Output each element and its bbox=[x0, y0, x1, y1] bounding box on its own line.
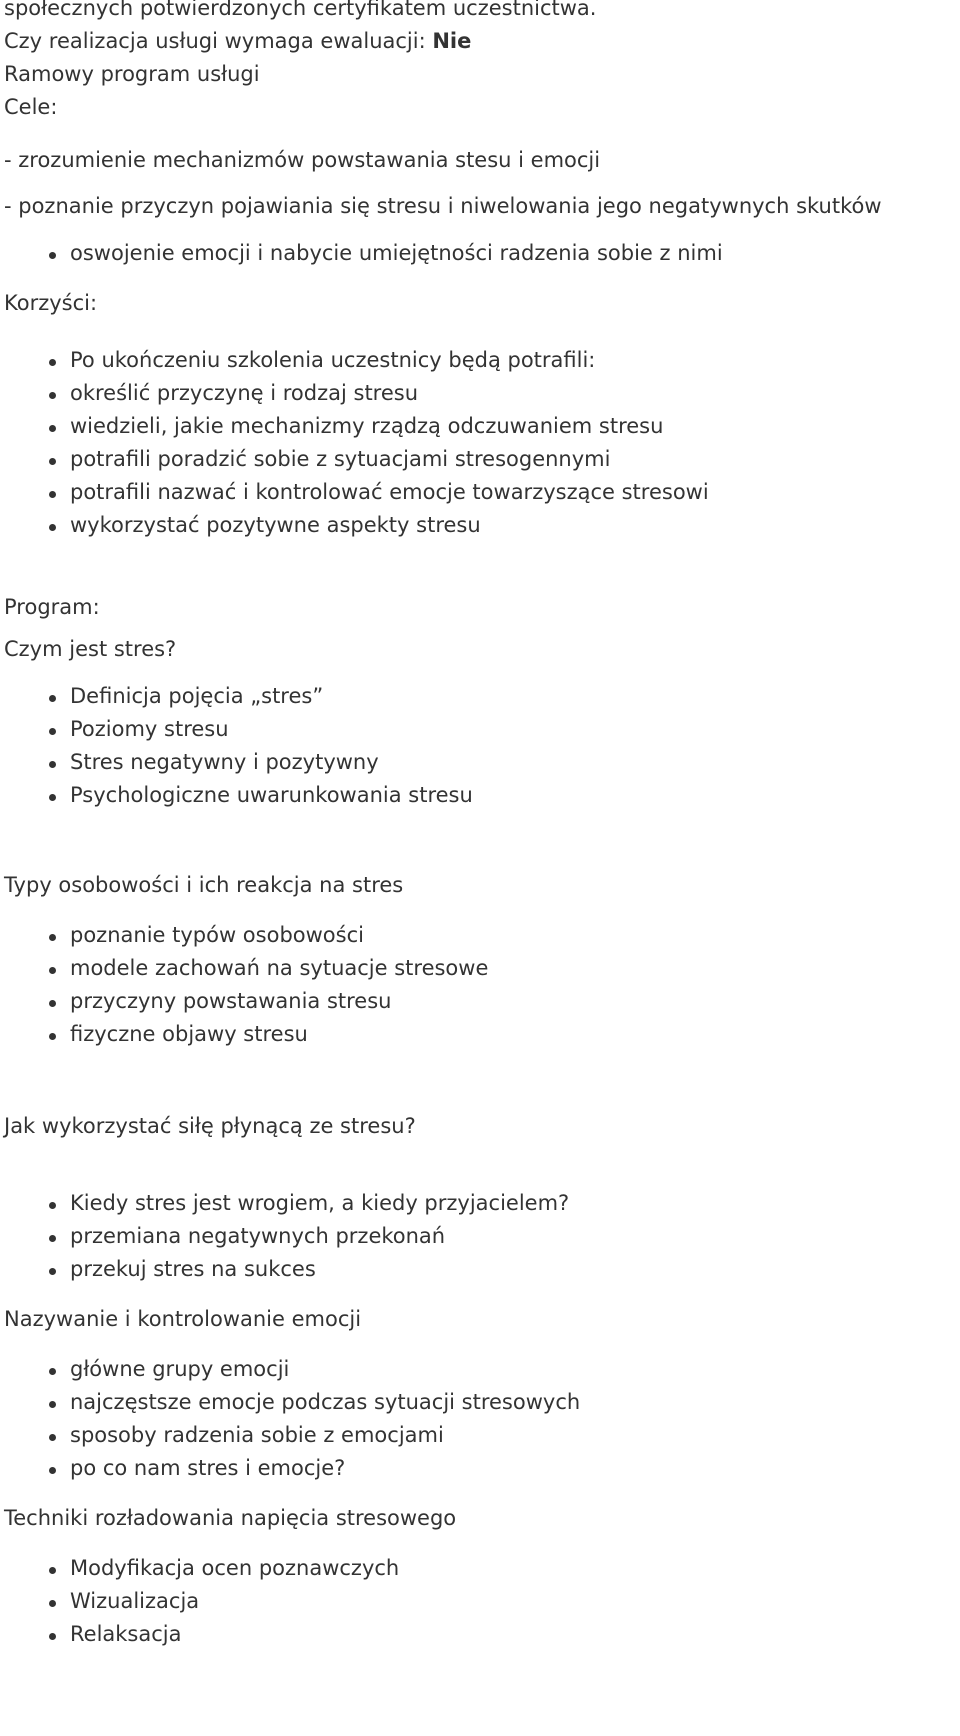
list-item: oswojenie emocji i nabycie umiejętności radzenia sobie z nimi bbox=[70, 237, 956, 270]
goals-heading: Cele: bbox=[4, 95, 58, 119]
list-item: najczęstsze emocje podczas sytuacji stresowych bbox=[70, 1386, 956, 1419]
list-item: potrafili nazwać i kontrolować emocje towarzyszące stresowi bbox=[70, 476, 956, 509]
evaluation-value: Nie bbox=[432, 29, 472, 53]
section-title: Jak wykorzystać siłę płynącą ze stresu? bbox=[4, 1114, 416, 1138]
list-item: Stres negatywny i pozytywny bbox=[70, 746, 956, 779]
intro-line: społecznych potwierdzonych certyfikatem uczestnictwa. bbox=[4, 0, 597, 20]
list-item: Kiedy stres jest wrogiem, a kiedy przyjacielem? bbox=[70, 1187, 956, 1220]
list-item: potrafili poradzić sobie z sytuacjami stresogennymi bbox=[70, 443, 956, 476]
section-list bbox=[4, 919, 956, 1051]
list-item: przemiana negatywnych przekonań bbox=[70, 1220, 956, 1253]
section-title: Typy osobowości i ich reakcja na stres bbox=[4, 873, 404, 897]
list-item: główne grupy emocji bbox=[70, 1353, 956, 1386]
list-item: poznanie typów osobowości bbox=[70, 919, 956, 952]
goals-list bbox=[4, 237, 956, 270]
list-item: sposoby radzenia sobie z emocjami bbox=[70, 1419, 956, 1452]
list-item: Po ukończeniu szkolenia uczestnicy będą potrafili: bbox=[70, 344, 956, 377]
section-list bbox=[4, 1353, 956, 1485]
section-list bbox=[4, 1552, 956, 1651]
evaluation-line bbox=[4, 25, 956, 58]
evaluation-label: Czy realizacja usługi wymaga ewaluacji: bbox=[4, 29, 433, 53]
program-frame-heading: Ramowy program usługi bbox=[4, 62, 260, 86]
section-title: Techniki rozładowania napięcia stresowego bbox=[4, 1506, 457, 1530]
section-title: Nazywanie i kontrolowanie emocji bbox=[4, 1307, 362, 1331]
goal-line: - zrozumienie mechanizmów powstawania stesu i emocji bbox=[4, 148, 601, 172]
list-item: Psychologiczne uwarunkowania stresu bbox=[70, 779, 956, 812]
section-title: Czym jest stres? bbox=[4, 637, 177, 661]
list-item: po co nam stres i emocje? bbox=[70, 1452, 956, 1485]
section-list bbox=[4, 1187, 956, 1286]
goal-line: - poznanie przyczyn pojawiania się stresu i niwelowania jego negatywnych skutków bbox=[4, 194, 882, 218]
list-item: przekuj stres na sukces bbox=[70, 1253, 956, 1286]
list-item: Definicja pojęcia „stres” bbox=[70, 680, 956, 713]
list-item: Modyfikacja ocen poznawczych bbox=[70, 1552, 956, 1585]
document-page bbox=[4, 0, 956, 1651]
program-heading: Program: bbox=[4, 595, 100, 619]
list-item: przyczyny powstawania stresu bbox=[70, 985, 956, 1018]
list-item: Relaksacja bbox=[70, 1618, 956, 1651]
list-item: Poziomy stresu bbox=[70, 713, 956, 746]
benefits-heading: Korzyści: bbox=[4, 291, 98, 315]
list-item: fizyczne objawy stresu bbox=[70, 1018, 956, 1051]
section-list bbox=[4, 680, 956, 812]
list-item: wykorzystać pozytywne aspekty stresu bbox=[70, 509, 956, 542]
list-item: określić przyczynę i rodzaj stresu bbox=[70, 377, 956, 410]
benefits-list bbox=[4, 344, 956, 542]
list-item: modele zachowań na sytuacje stresowe bbox=[70, 952, 956, 985]
list-item: wiedzieli, jakie mechanizmy rządzą odczuwaniem stresu bbox=[70, 410, 956, 443]
list-item: Wizualizacja bbox=[70, 1585, 956, 1618]
